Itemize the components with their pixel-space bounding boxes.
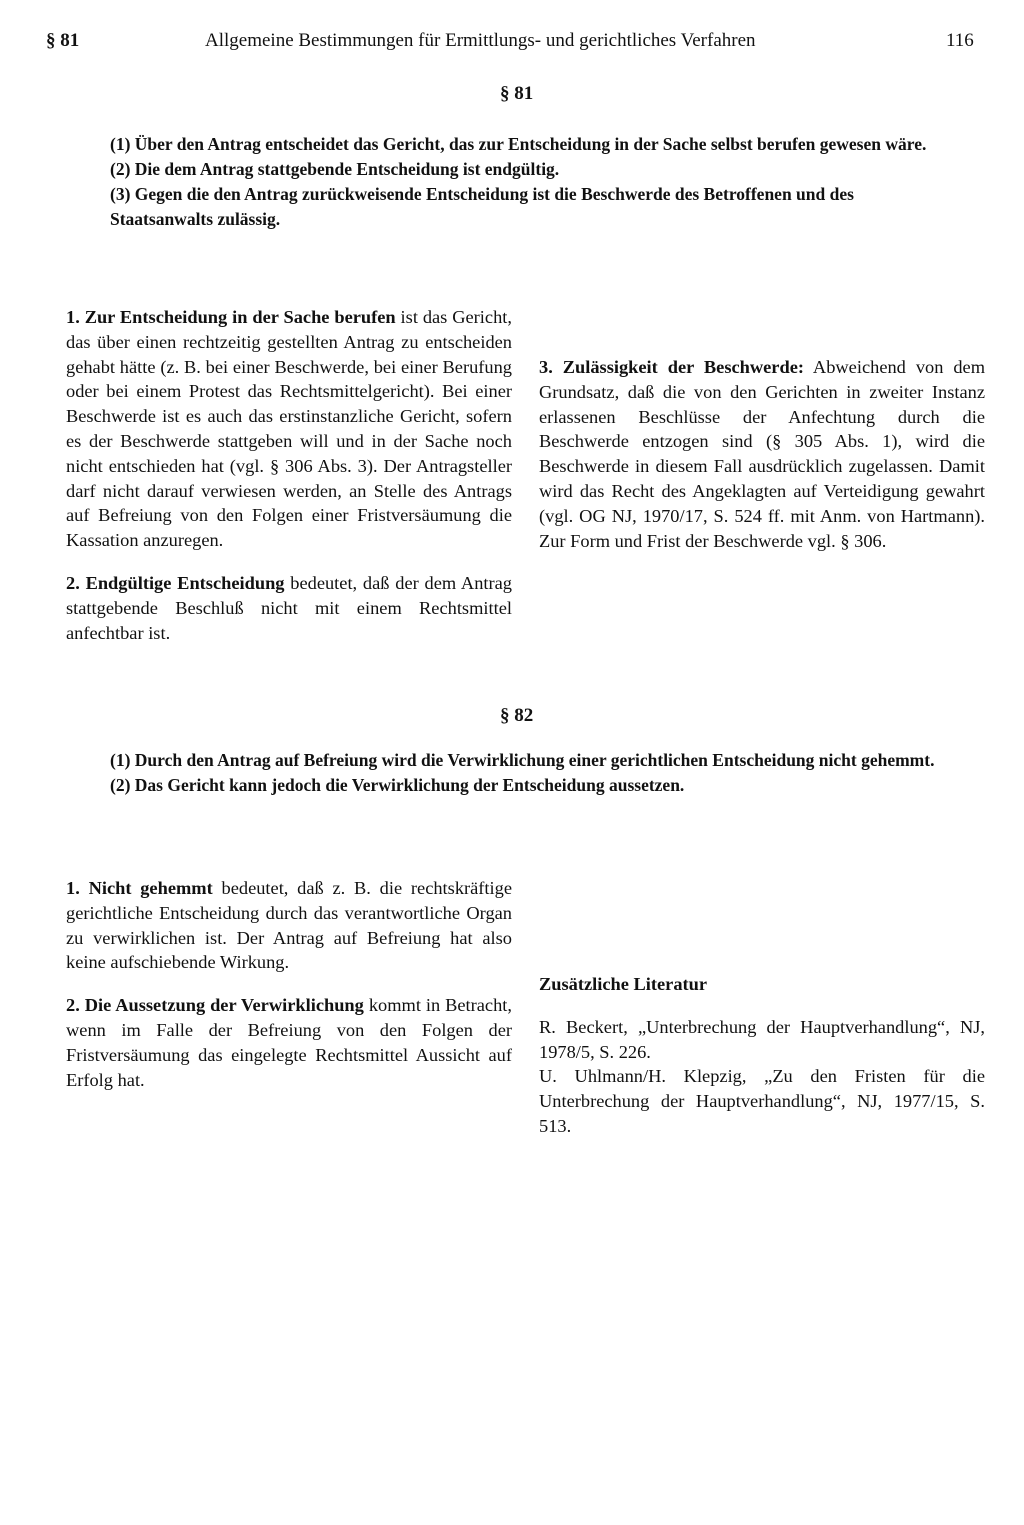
law-paragraph: (1) Über den Antrag entscheidet das Gericht, das zur Entscheidung in der Sache selbst berufen gewesen wäre. (110, 134, 927, 154)
section-82-heading: § 82 (500, 705, 534, 726)
note-text: bedeutet, daß der dem Antrag stattgebende Beschluß nicht mit einem Rechtsmittel anfechtbar ist. (66, 572, 512, 643)
law-paragraph: (3) Gegen die den Antrag zurückweisende Entscheidung ist die Beschwerde des Betroffenen und des Staatsanwalts zulässig. (110, 184, 854, 229)
section-82-law-text (110, 748, 942, 798)
note-term: 1. Zur Entscheidung in der Sache berufen (66, 307, 396, 327)
note-paragraph (66, 993, 512, 1092)
note-term: 2. Die Aussetzung der Verwirklichung (66, 995, 364, 1016)
header-section-mark: § 81 (46, 30, 80, 51)
literature-item: U. Uhlmann/H. Klepzig, „Zu den Fristen für die Unterbrechung der Hauptverhandlung“, NJ, 1977/15, S. 513. (539, 1066, 985, 1136)
section-81-notes-right (539, 355, 985, 571)
section-81-heading: § 81 (500, 83, 534, 104)
literature-item: R. Beckert, „Unterbrechung der Hauptverhandlung“, NJ, 1978/5, S. 226. (539, 1016, 985, 1062)
note-paragraph (539, 355, 985, 553)
section-81-law-text (110, 132, 942, 232)
section-81-notes-left (66, 305, 512, 663)
note-text: bedeutet, daß z. B. die rechtskräftige gerichtliche Entscheidung durch das verantwortliche Organ zu verwirklichen ist. Der Antrag auf Befreiung hat also keine aufschiebende Wirkung. (66, 878, 512, 973)
law-paragraph: (1) Durch den Antrag auf Befreiung wird die Verwirklichung einer gerichtlichen Entscheidung nicht gehemmt. (110, 750, 935, 770)
section-82-notes-left (66, 876, 512, 1110)
note-paragraph (66, 305, 512, 553)
law-paragraph: (2) Das Gericht kann jedoch die Verwirklichung der Entscheidung aussetzen. (110, 775, 685, 795)
note-paragraph (66, 876, 512, 975)
note-term: 1. Nicht gehemmt (66, 878, 213, 898)
note-term: 3. Zulässigkeit der Beschwerde: (539, 357, 804, 377)
literature-heading: Zusätzliche Literatur (539, 974, 708, 994)
law-paragraph: (2) Die dem Antrag stattgebende Entscheidung ist endgültig. (110, 159, 560, 179)
literature-block (539, 972, 985, 1139)
note-text: ist das Gericht, das über einen rechtzeitig gestellten Antrag zu entscheiden gehabt hätte (z. B. bei einer Beschwerde, bei einer Berufung oder bei einem Protest das Rechtsmittelgericht). Bei einer Beschwerde ist es auch das erstinstanzliche Gericht, sofern es der Beschwerde stattgeben will und in der Sache noch nicht entschieden hat (vgl. § 306 Abs. 3). Der Antragsteller darf nicht darauf verwiesen werden, an Stelle des Antrags auf Befreiung von den Folgen einer Fristversäumung die Kassation anzuregen. (66, 307, 512, 551)
page-number: 116 (946, 30, 974, 51)
header-title: Allgemeine Bestimmungen für Ermittlungs- und gerichtliches Verfahren (205, 30, 756, 51)
note-paragraph (66, 571, 512, 645)
note-text: Abweichend von dem Grundsatz, daß die von den Gerichten in zweiter Instanz erlassenen Beschlüsse der Anfechtung durch die Beschwerde entzogen sind (§ 305 Abs. 1), wird die Beschwerde in diesem Fall ausdrücklich zugelassen. Damit wird das Recht des Angeklagten auf Verteidigung gewahrt (vgl. OG NJ, 1970/17, S. 524 ff. mit Anm. von Hartmann). Zur Form und Frist der Beschwerde vgl. § 306. (539, 357, 986, 551)
note-text: kommt in Betracht, wenn im Falle der Befreiung von den Folgen der Fristversäumung das eingelegte Rechtsmittel Aussicht auf Erfolg hat. (66, 995, 512, 1090)
note-term: 2. Endgültige Entscheidung (66, 572, 285, 593)
